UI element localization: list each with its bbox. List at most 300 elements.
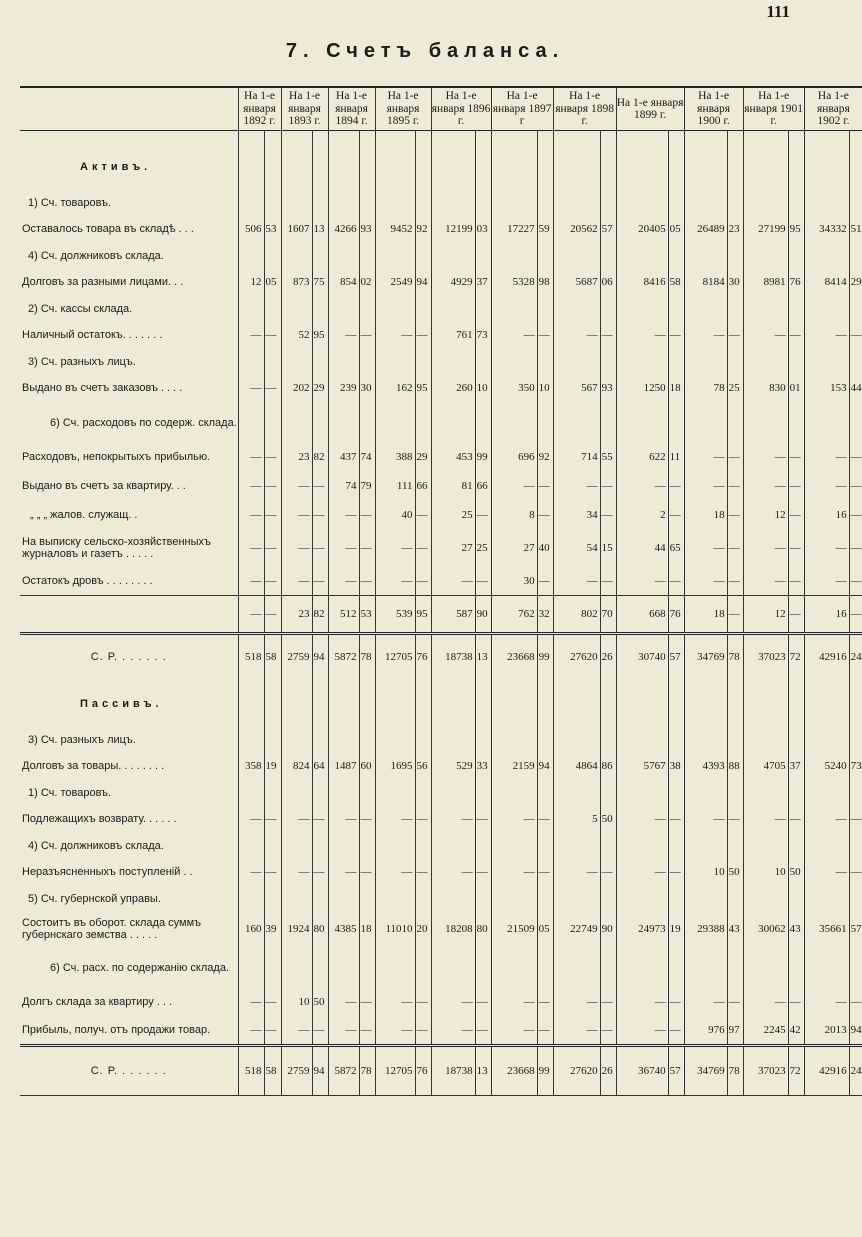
empty-cell bbox=[491, 887, 537, 911]
empty-cell bbox=[431, 297, 475, 321]
rubles-cell: 4385 bbox=[328, 911, 359, 948]
kopecks-cell: — bbox=[312, 472, 328, 501]
kopecks-cell: — bbox=[727, 988, 743, 1017]
rubles-cell: — bbox=[616, 988, 668, 1017]
empty-cell bbox=[537, 244, 553, 268]
rubles-cell: 34769 bbox=[684, 634, 727, 680]
empty-cell bbox=[328, 131, 359, 143]
empty-cell bbox=[849, 781, 862, 805]
kopecks-cell: 29 bbox=[312, 374, 328, 403]
empty-cell bbox=[312, 244, 328, 268]
rubles-cell: — bbox=[743, 472, 788, 501]
empty-cell bbox=[743, 131, 788, 143]
empty-cell bbox=[415, 680, 431, 728]
empty-cell bbox=[600, 131, 616, 143]
kopecks-cell: 25 bbox=[727, 374, 743, 403]
empty-cell bbox=[359, 131, 375, 143]
rubles-cell: 388 bbox=[375, 443, 415, 472]
empty-cell bbox=[553, 350, 600, 374]
empty-cell bbox=[600, 403, 616, 443]
total-label: С. Р. . . . . . . bbox=[20, 634, 238, 680]
rubles-cell: 854 bbox=[328, 268, 359, 297]
year-header: На 1-е января 1899 г. bbox=[616, 87, 684, 131]
kopecks-cell: — bbox=[600, 988, 616, 1017]
kopecks-cell: — bbox=[312, 1017, 328, 1046]
account-heading: 4) Сч. должниковъ склада. bbox=[28, 249, 164, 262]
rubles-cell: — bbox=[553, 858, 600, 887]
kopecks-cell: 26 bbox=[600, 1046, 616, 1096]
empty-cell bbox=[537, 297, 553, 321]
empty-cell bbox=[375, 834, 415, 858]
kopecks-cell: 57 bbox=[600, 215, 616, 244]
rubles-cell: 5328 bbox=[491, 268, 537, 297]
year-header: На 1-е января 1900 г. bbox=[684, 87, 743, 131]
kopecks-cell: 15 bbox=[600, 530, 616, 567]
kopecks-cell: 86 bbox=[600, 752, 616, 781]
empty-cell bbox=[312, 834, 328, 858]
rubles-cell: 587 bbox=[431, 596, 475, 634]
rubles-cell: 20562 bbox=[553, 215, 600, 244]
kopecks-cell: 74 bbox=[359, 443, 375, 472]
empty-cell bbox=[375, 781, 415, 805]
kopecks-cell: — bbox=[849, 501, 862, 530]
section-heading: Пассивъ. bbox=[80, 697, 163, 710]
rubles-cell: — bbox=[238, 567, 264, 596]
row-label: Долговъ за разными лицами. . . bbox=[22, 276, 184, 288]
rubles-cell: — bbox=[553, 988, 600, 1017]
empty-cell bbox=[264, 297, 281, 321]
rubles-cell: 714 bbox=[553, 443, 600, 472]
account-heading: 1) Сч. товаровъ. bbox=[28, 196, 112, 209]
rubles-cell: 52 bbox=[281, 321, 312, 350]
empty-cell bbox=[328, 728, 359, 752]
kopecks-cell: 80 bbox=[312, 911, 328, 948]
kopecks-cell: — bbox=[788, 501, 804, 530]
table-row bbox=[20, 567, 862, 596]
kopecks-cell: — bbox=[312, 567, 328, 596]
page-title: 7. Счетъ баланса. bbox=[285, 40, 565, 62]
empty-cell bbox=[312, 191, 328, 215]
empty-cell bbox=[804, 403, 849, 443]
kopecks-cell: 92 bbox=[415, 215, 431, 244]
empty-cell bbox=[431, 887, 475, 911]
rubles-cell: — bbox=[238, 988, 264, 1017]
year-header: На 1-е января 1902 г. bbox=[804, 87, 862, 131]
empty-cell bbox=[281, 728, 312, 752]
empty-cell bbox=[804, 131, 849, 143]
rubles-cell: — bbox=[375, 321, 415, 350]
empty-cell bbox=[312, 131, 328, 143]
rubles-cell: 260 bbox=[431, 374, 475, 403]
empty-cell bbox=[804, 143, 849, 191]
empty-cell bbox=[616, 887, 668, 911]
rubles-cell: — bbox=[375, 988, 415, 1017]
empty-cell bbox=[727, 403, 743, 443]
rubles-cell: — bbox=[281, 501, 312, 530]
kopecks-cell: — bbox=[788, 321, 804, 350]
kopecks-cell: — bbox=[849, 596, 862, 634]
rubles-cell: — bbox=[743, 988, 788, 1017]
year-header: На 1-е января 1898 г. bbox=[553, 87, 616, 131]
empty-cell bbox=[415, 131, 431, 143]
rubles-cell: 2 bbox=[616, 501, 668, 530]
rubles-cell: — bbox=[431, 988, 475, 1017]
kopecks-cell: 78 bbox=[727, 634, 743, 680]
empty-cell bbox=[743, 680, 788, 728]
kopecks-cell: 24 bbox=[849, 634, 862, 680]
year-header-row bbox=[20, 87, 862, 131]
rubles-cell: — bbox=[238, 472, 264, 501]
rubles-cell: 5240 bbox=[804, 752, 849, 781]
rubles-cell: — bbox=[491, 858, 537, 887]
kopecks-cell: 94 bbox=[312, 1046, 328, 1096]
kopecks-cell: 33 bbox=[475, 752, 491, 781]
kopecks-cell: — bbox=[788, 443, 804, 472]
empty-cell bbox=[727, 297, 743, 321]
rubles-cell: 17227 bbox=[491, 215, 537, 244]
table-row bbox=[20, 131, 862, 143]
empty-cell bbox=[264, 680, 281, 728]
kopecks-cell: — bbox=[312, 805, 328, 834]
rubles-cell: 27199 bbox=[743, 215, 788, 244]
empty-cell bbox=[668, 191, 684, 215]
rubles-cell: 16 bbox=[804, 501, 849, 530]
rubles-cell: — bbox=[743, 805, 788, 834]
rubles-cell: — bbox=[684, 443, 727, 472]
empty-cell bbox=[431, 680, 475, 728]
kopecks-cell: — bbox=[668, 567, 684, 596]
kopecks-cell: — bbox=[849, 472, 862, 501]
empty-cell bbox=[684, 403, 727, 443]
empty-cell bbox=[616, 244, 668, 268]
empty-cell bbox=[727, 350, 743, 374]
kopecks-cell: 13 bbox=[475, 634, 491, 680]
rubles-cell: 2759 bbox=[281, 634, 312, 680]
empty-cell bbox=[743, 403, 788, 443]
empty-cell bbox=[281, 403, 312, 443]
rubles-cell: 2549 bbox=[375, 268, 415, 297]
empty-cell bbox=[328, 781, 359, 805]
empty-cell bbox=[475, 350, 491, 374]
rubles-cell: 2013 bbox=[804, 1017, 849, 1046]
empty-cell bbox=[743, 887, 788, 911]
rubles-cell: 11010 bbox=[375, 911, 415, 948]
kopecks-cell: 38 bbox=[668, 752, 684, 781]
table-row bbox=[20, 374, 862, 403]
empty-cell bbox=[328, 403, 359, 443]
kopecks-cell: — bbox=[264, 501, 281, 530]
empty-cell bbox=[537, 191, 553, 215]
spacer-cell bbox=[20, 131, 238, 143]
empty-cell bbox=[849, 244, 862, 268]
rubles-cell: 16 bbox=[804, 596, 849, 634]
kopecks-cell: — bbox=[415, 321, 431, 350]
rubles-cell: 10 bbox=[684, 858, 727, 887]
rubles-cell: 8414 bbox=[804, 268, 849, 297]
rubles-cell: 1487 bbox=[328, 752, 359, 781]
empty-cell bbox=[475, 131, 491, 143]
kopecks-cell: — bbox=[359, 858, 375, 887]
kopecks-cell: — bbox=[312, 501, 328, 530]
kopecks-cell: 01 bbox=[788, 374, 804, 403]
empty-cell bbox=[804, 887, 849, 911]
empty-cell bbox=[743, 834, 788, 858]
table-row bbox=[20, 215, 862, 244]
rubles-cell: — bbox=[804, 472, 849, 501]
row-label: Оставалось товара въ складѣ . . . bbox=[22, 223, 194, 235]
kopecks-cell: — bbox=[264, 1017, 281, 1046]
rubles-cell: 437 bbox=[328, 443, 359, 472]
empty-cell bbox=[359, 728, 375, 752]
rubles-cell: 5767 bbox=[616, 752, 668, 781]
row-label: Прибыль, получ. отъ продажи товар. bbox=[22, 1024, 211, 1037]
empty-cell bbox=[537, 781, 553, 805]
kopecks-cell: 53 bbox=[359, 596, 375, 634]
empty-cell bbox=[684, 191, 727, 215]
kopecks-cell: — bbox=[727, 596, 743, 634]
empty-cell bbox=[849, 191, 862, 215]
empty-cell bbox=[788, 948, 804, 988]
empty-cell bbox=[415, 834, 431, 858]
empty-cell bbox=[804, 834, 849, 858]
empty-cell bbox=[491, 131, 537, 143]
rubles-cell: — bbox=[375, 805, 415, 834]
kopecks-cell: — bbox=[312, 530, 328, 567]
empty-cell bbox=[375, 143, 415, 191]
rubles-cell: 8184 bbox=[684, 268, 727, 297]
kopecks-cell: 06 bbox=[600, 268, 616, 297]
rubles-cell: 22749 bbox=[553, 911, 600, 948]
rubles-cell: 10 bbox=[281, 988, 312, 1017]
empty-cell bbox=[684, 350, 727, 374]
table-row bbox=[20, 1017, 862, 1046]
kopecks-cell: 90 bbox=[600, 911, 616, 948]
rubles-cell: 37023 bbox=[743, 1046, 788, 1096]
empty-cell bbox=[312, 680, 328, 728]
empty-cell bbox=[804, 728, 849, 752]
rubles-cell: — bbox=[281, 530, 312, 567]
kopecks-cell: 02 bbox=[359, 268, 375, 297]
rubles-cell: — bbox=[684, 472, 727, 501]
kopecks-cell: — bbox=[600, 501, 616, 530]
empty-cell bbox=[415, 143, 431, 191]
table-row bbox=[20, 1046, 862, 1096]
rubles-cell: — bbox=[616, 858, 668, 887]
empty-cell bbox=[788, 350, 804, 374]
empty-cell bbox=[264, 191, 281, 215]
table-row bbox=[20, 268, 862, 297]
empty-cell bbox=[668, 728, 684, 752]
empty-cell bbox=[743, 948, 788, 988]
rubles-cell: — bbox=[281, 805, 312, 834]
table-row bbox=[20, 728, 862, 752]
rubles-cell: 78 bbox=[684, 374, 727, 403]
kopecks-cell: 95 bbox=[415, 596, 431, 634]
kopecks-cell: — bbox=[668, 988, 684, 1017]
kopecks-cell: — bbox=[537, 321, 553, 350]
rubles-cell: 23668 bbox=[491, 634, 537, 680]
rubles-cell: 29388 bbox=[684, 911, 727, 948]
empty-cell bbox=[359, 887, 375, 911]
kopecks-cell: — bbox=[849, 567, 862, 596]
empty-cell bbox=[491, 143, 537, 191]
empty-cell bbox=[375, 403, 415, 443]
empty-cell bbox=[475, 781, 491, 805]
kopecks-cell: 18 bbox=[359, 911, 375, 948]
rubles-cell: 761 bbox=[431, 321, 475, 350]
rubles-cell: — bbox=[238, 858, 264, 887]
rubles-cell: — bbox=[491, 321, 537, 350]
kopecks-cell: — bbox=[788, 530, 804, 567]
rubles-cell: 8981 bbox=[743, 268, 788, 297]
empty-cell bbox=[475, 887, 491, 911]
empty-cell bbox=[600, 781, 616, 805]
rubles-cell: 539 bbox=[375, 596, 415, 634]
kopecks-cell: 25 bbox=[475, 530, 491, 567]
empty-cell bbox=[415, 244, 431, 268]
kopecks-cell: — bbox=[359, 321, 375, 350]
empty-cell bbox=[743, 143, 788, 191]
empty-cell bbox=[475, 728, 491, 752]
rubles-cell: 2245 bbox=[743, 1017, 788, 1046]
empty-cell bbox=[616, 728, 668, 752]
account-heading: 6) Сч. расходовъ по содерж. склада. bbox=[50, 416, 237, 429]
empty-cell bbox=[312, 948, 328, 988]
kopecks-cell: 10 bbox=[537, 374, 553, 403]
empty-cell bbox=[668, 403, 684, 443]
rubles-cell: — bbox=[616, 1017, 668, 1046]
kopecks-cell: 55 bbox=[600, 443, 616, 472]
empty-cell bbox=[281, 143, 312, 191]
empty-cell bbox=[475, 191, 491, 215]
rubles-cell: 12705 bbox=[375, 634, 415, 680]
empty-cell bbox=[684, 131, 727, 143]
empty-cell bbox=[491, 244, 537, 268]
kopecks-cell: 80 bbox=[475, 911, 491, 948]
rubles-cell: 622 bbox=[616, 443, 668, 472]
row-label: Подлежащихъ возврату. . . . . . bbox=[22, 813, 177, 825]
empty-cell bbox=[491, 297, 537, 321]
empty-cell bbox=[491, 680, 537, 728]
empty-cell bbox=[359, 781, 375, 805]
empty-cell bbox=[553, 191, 600, 215]
empty-cell bbox=[475, 244, 491, 268]
kopecks-cell: — bbox=[264, 567, 281, 596]
kopecks-cell: 88 bbox=[727, 752, 743, 781]
empty-cell bbox=[743, 781, 788, 805]
rubles-cell: — bbox=[238, 596, 264, 634]
empty-cell bbox=[238, 728, 264, 752]
rubles-cell: — bbox=[553, 1017, 600, 1046]
empty-cell bbox=[375, 680, 415, 728]
empty-cell bbox=[264, 834, 281, 858]
empty-cell bbox=[359, 143, 375, 191]
rubles-cell: — bbox=[491, 472, 537, 501]
kopecks-cell: 92 bbox=[537, 443, 553, 472]
empty-cell bbox=[849, 403, 862, 443]
kopecks-cell: 66 bbox=[415, 472, 431, 501]
empty-cell bbox=[328, 680, 359, 728]
empty-cell bbox=[788, 403, 804, 443]
empty-cell bbox=[238, 143, 264, 191]
rubles-cell: 5872 bbox=[328, 1046, 359, 1096]
rubles-cell: — bbox=[616, 805, 668, 834]
rubles-cell: 153 bbox=[804, 374, 849, 403]
empty-cell bbox=[600, 191, 616, 215]
rubles-cell: 23 bbox=[281, 443, 312, 472]
rubles-cell: — bbox=[328, 805, 359, 834]
kopecks-cell: — bbox=[727, 567, 743, 596]
rubles-cell: 81 bbox=[431, 472, 475, 501]
empty-cell bbox=[431, 191, 475, 215]
empty-cell bbox=[491, 781, 537, 805]
empty-cell bbox=[668, 297, 684, 321]
kopecks-cell: 10 bbox=[475, 374, 491, 403]
kopecks-cell: — bbox=[537, 567, 553, 596]
kopecks-cell: 99 bbox=[537, 634, 553, 680]
kopecks-cell: 97 bbox=[727, 1017, 743, 1046]
kopecks-cell: — bbox=[359, 501, 375, 530]
empty-cell bbox=[727, 948, 743, 988]
rubles-cell: 26489 bbox=[684, 215, 727, 244]
rubles-cell: 239 bbox=[328, 374, 359, 403]
kopecks-cell: 60 bbox=[359, 752, 375, 781]
empty-cell bbox=[553, 131, 600, 143]
empty-cell bbox=[600, 887, 616, 911]
rubles-cell: 12705 bbox=[375, 1046, 415, 1096]
kopecks-cell: — bbox=[264, 805, 281, 834]
table-row bbox=[20, 680, 862, 728]
empty-cell bbox=[537, 887, 553, 911]
kopecks-cell: 82 bbox=[312, 443, 328, 472]
kopecks-cell: — bbox=[415, 567, 431, 596]
table-body bbox=[20, 131, 862, 1096]
empty-cell bbox=[849, 834, 862, 858]
rubles-cell: 824 bbox=[281, 752, 312, 781]
empty-cell bbox=[281, 834, 312, 858]
rubles-cell: — bbox=[491, 805, 537, 834]
kopecks-cell: 95 bbox=[312, 321, 328, 350]
row-label: Неразъясненныхъ поступленій . . bbox=[22, 866, 193, 878]
year-header: На 1-е января 1894 г. bbox=[328, 87, 375, 131]
empty-cell bbox=[281, 887, 312, 911]
row-label: Состоитъ въ оборот. склада суммъ губернскаго земства . . . . . bbox=[22, 917, 202, 941]
rubles-cell: 18208 bbox=[431, 911, 475, 948]
empty-cell bbox=[616, 948, 668, 988]
empty-cell bbox=[415, 948, 431, 988]
empty-cell bbox=[359, 350, 375, 374]
empty-cell bbox=[328, 191, 359, 215]
empty-cell bbox=[264, 131, 281, 143]
table-row bbox=[20, 948, 862, 988]
rubles-cell: 54 bbox=[553, 530, 600, 567]
rubles-cell: 111 bbox=[375, 472, 415, 501]
rubles-cell: — bbox=[238, 321, 264, 350]
table-row bbox=[20, 501, 862, 530]
kopecks-cell: 79 bbox=[359, 472, 375, 501]
kopecks-cell: — bbox=[788, 805, 804, 834]
rubles-cell: — bbox=[743, 321, 788, 350]
empty-cell bbox=[788, 297, 804, 321]
kopecks-cell: — bbox=[537, 501, 553, 530]
table-row bbox=[20, 191, 862, 215]
empty-cell bbox=[475, 948, 491, 988]
rubles-cell: 529 bbox=[431, 752, 475, 781]
empty-cell bbox=[668, 834, 684, 858]
empty-cell bbox=[668, 781, 684, 805]
empty-cell bbox=[804, 191, 849, 215]
rubles-cell: — bbox=[743, 530, 788, 567]
